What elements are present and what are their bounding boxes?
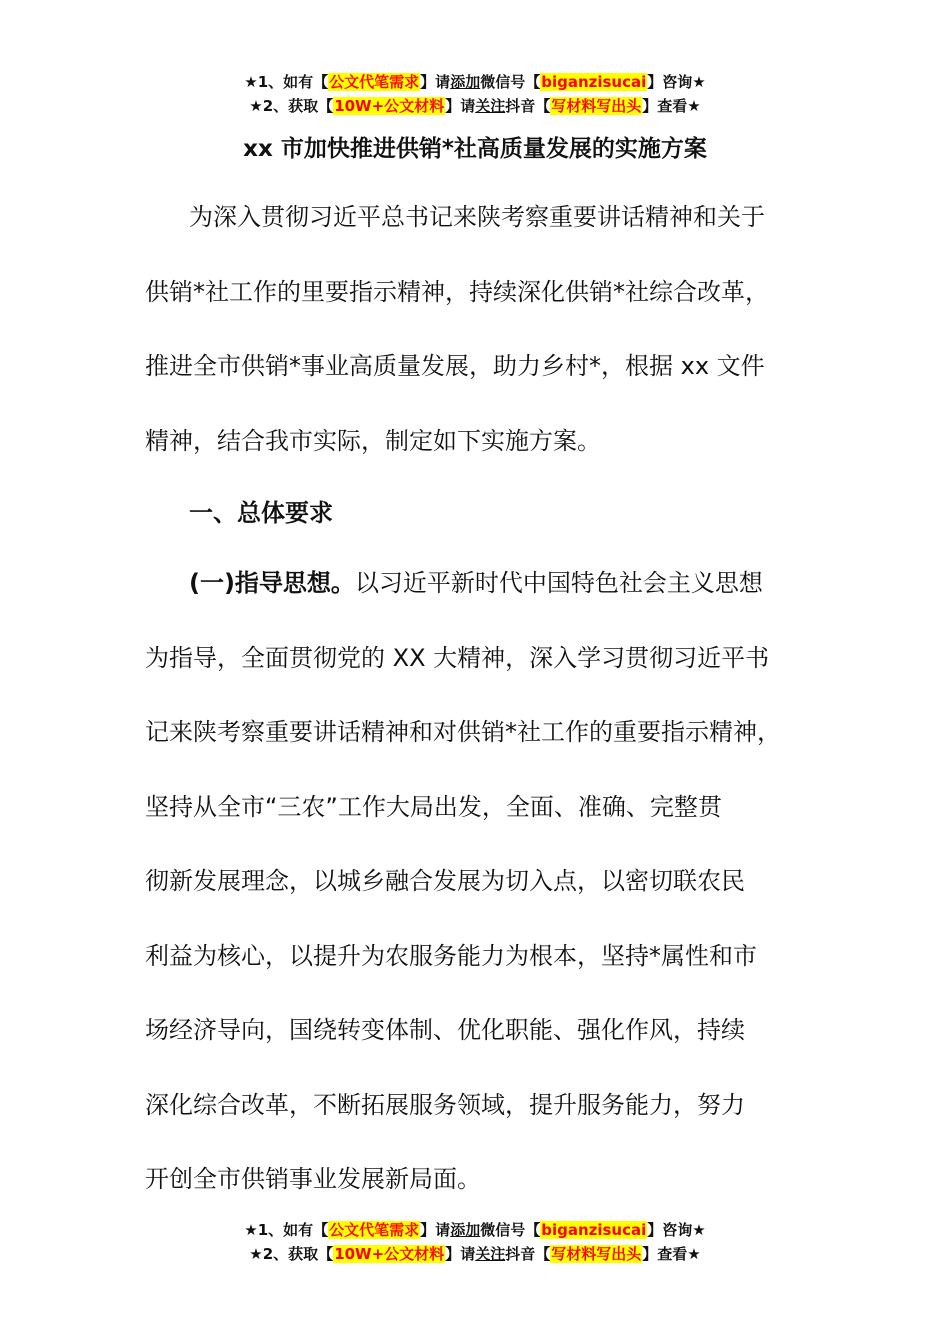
highlight-service: 公文代笔需求 bbox=[329, 1221, 420, 1239]
paragraph-line: (一)指导思想。以习近平新时代中国特色社会主义思想 bbox=[189, 569, 763, 597]
notice-line-2: ★2、获取【10W+公文材料】请关注抖音【写材料写出头】查看★ bbox=[249, 97, 701, 115]
highlight-douyin: 写材料写出头 bbox=[551, 1245, 642, 1263]
paragraph-line: 深化综合改革，不断拓展服务领域，提升服务能力，努力 bbox=[145, 1090, 745, 1119]
paragraph-line: 为指导，全面贯彻党的 XX 大精神，深入学习贯彻习近平书 bbox=[145, 643, 770, 672]
highlight-materials: 10W+公文材料 bbox=[334, 97, 445, 115]
paragraph-line: 彻新发展理念，以城乡融合发展为切入点，以密切联农民 bbox=[145, 867, 745, 895]
footer-notice bbox=[0, 1218, 950, 1266]
paragraph-line: 场经济导向，国绕转变体制、优化职能、强化作风，持续 bbox=[145, 1016, 745, 1044]
paragraph-line: 为深入贯彻习近平总书记来陕考察重要讲话精神和关于 bbox=[189, 203, 765, 231]
paragraph-line: 坚持从全市“三农”工作大局出发，全面、准确、完整贯 bbox=[145, 792, 722, 821]
document-title: xx 市加快推进供销*社高质量发展的实施方案 bbox=[243, 136, 707, 162]
paragraph-line: 精神，结合我市实际，制定如下实施方案。 bbox=[145, 426, 601, 455]
guiding-ideology-paragraph bbox=[145, 546, 835, 1217]
paragraph-line: 开创全市供销事业发展新局面。 bbox=[145, 1165, 481, 1193]
subsection-heading: (一)指导思想。 bbox=[189, 569, 355, 597]
paragraph-line: 记来陕考察重要讲话精神和对供销*社工作的重要指示精神， bbox=[145, 718, 781, 746]
notice-line-1: ★1、如有【公文代笔需求】请添加微信号【biganzisucai】咨询★ bbox=[244, 73, 706, 91]
paragraph-line: 利益为核心，以提升为农服务能力为根本，坚持*属性和市 bbox=[145, 941, 757, 970]
notice-line-1: ★1、如有【公文代笔需求】请添加微信号【biganzisucai】咨询★ bbox=[244, 1221, 706, 1239]
highlight-douyin: 写材料写出头 bbox=[551, 97, 642, 115]
highlight-service: 公文代笔需求 bbox=[329, 73, 420, 91]
header-notice bbox=[0, 70, 950, 118]
paragraph-line: 推进全市供销*事业高质量发展，助力乡村*，根据 xx 文件 bbox=[145, 352, 765, 380]
notice-line-2: ★2、获取【10W+公文材料】请关注抖音【写材料写出头】查看★ bbox=[249, 1245, 701, 1263]
paragraph-line: 供销*社工作的里要指示精神，持续深化供销*社综合改革， bbox=[145, 277, 769, 306]
highlight-materials: 10W+公文材料 bbox=[334, 1245, 445, 1263]
intro-paragraph bbox=[145, 180, 835, 478]
section-heading-block bbox=[145, 476, 835, 551]
highlight-wechat-id: biganzisucai bbox=[541, 1221, 647, 1239]
highlight-wechat-id: biganzisucai bbox=[541, 73, 647, 91]
section-heading: 一、总体要求 bbox=[189, 499, 333, 527]
